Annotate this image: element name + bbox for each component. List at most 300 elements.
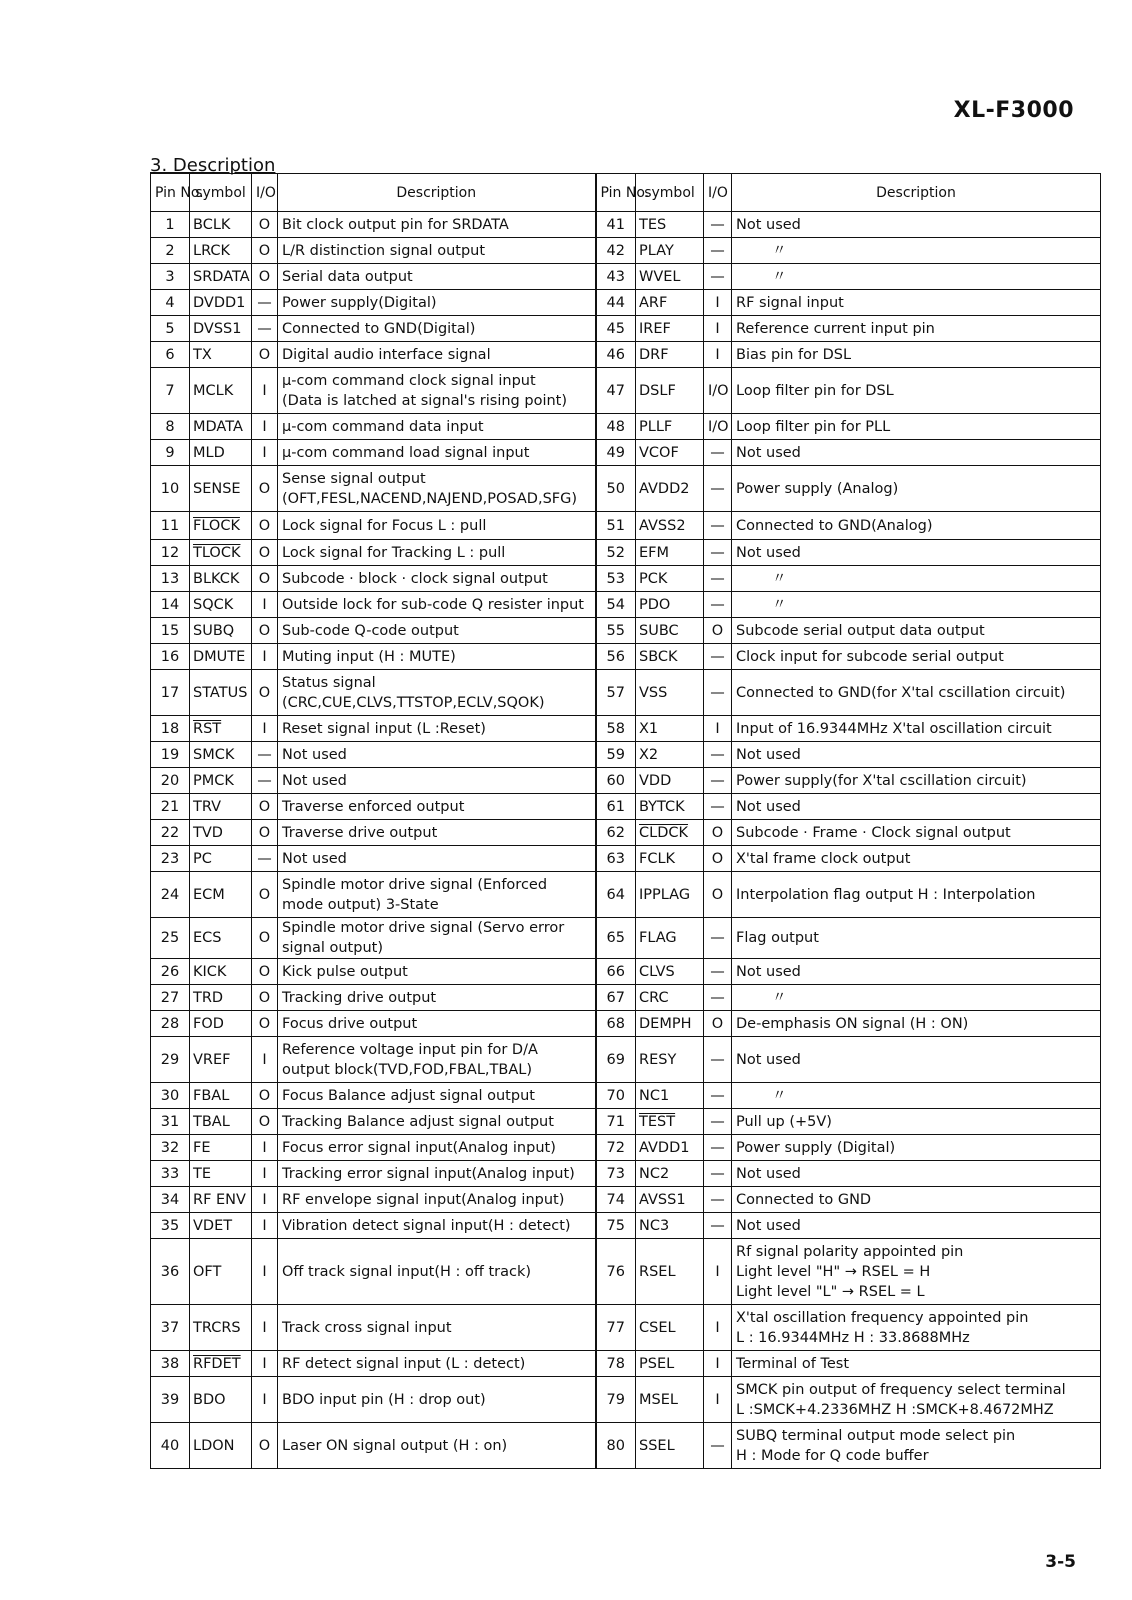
symbol-right-text: IPPLAG	[639, 886, 691, 903]
description-line: (OFT,FESL,NACEND,NAJEND,POSAD,SFG)	[282, 490, 578, 507]
io-left	[252, 846, 278, 872]
symbol-left-text: RFDET	[193, 1355, 241, 1372]
pin-number-right-text: 78	[606, 1355, 625, 1372]
pin-number-left-text: 19	[160, 746, 180, 763]
symbol-left-text: DMUTE	[193, 648, 246, 665]
description-line: signal output)	[282, 940, 383, 956]
symbol-right-text: PLAY	[639, 242, 674, 259]
symbol-left	[190, 290, 252, 316]
symbol-right	[636, 846, 704, 872]
description-right	[732, 618, 1101, 644]
description-left	[278, 512, 596, 540]
description-line: Connected to GND	[736, 1191, 872, 1208]
symbol-left-text: KICK	[193, 963, 227, 980]
pin-number-right	[596, 959, 636, 985]
description-line: Not used	[282, 850, 347, 867]
symbol-left	[190, 540, 252, 566]
pin-number-left	[151, 368, 190, 414]
symbol-right	[636, 368, 704, 414]
symbol-left-text: SUBQ	[193, 622, 235, 639]
io-left	[252, 985, 278, 1011]
pin-number-right	[596, 768, 636, 794]
description-right	[732, 1351, 1101, 1377]
description-line: Focus Balance adjust signal output	[282, 1087, 535, 1104]
symbol-left-text: FE	[193, 1139, 211, 1156]
description-line: Subcode · Frame · Clock signal output	[736, 824, 1011, 841]
description-right	[732, 592, 1101, 618]
description-line: Terminal of Test	[736, 1355, 850, 1372]
io-right	[704, 1351, 732, 1377]
pin-number-left-text: 39	[160, 1391, 180, 1408]
symbol-left	[190, 768, 252, 794]
io-right-text: —	[710, 1217, 725, 1234]
table-row	[151, 1305, 1101, 1351]
symbol-right	[636, 1351, 704, 1377]
io-right-text: O	[711, 622, 724, 639]
pin-number-left-text: 16	[160, 648, 180, 665]
symbol-right	[636, 716, 704, 742]
symbol-right-text: AVSS2	[639, 517, 686, 534]
description-right	[732, 1011, 1101, 1037]
symbol-left	[190, 1109, 252, 1135]
symbol-right	[636, 918, 704, 959]
pin-number-left-text: 31	[160, 1113, 180, 1130]
symbol-left	[190, 1213, 252, 1239]
io-left-text: O	[258, 1437, 271, 1454]
description-line: SMCK pin output of frequency select terminal	[736, 1381, 1066, 1398]
symbol-right-text: DEMPH	[639, 1015, 692, 1032]
io-right	[704, 212, 732, 238]
symbol-right	[636, 238, 704, 264]
symbol-left	[190, 846, 252, 872]
description-line: Off track signal input(H : off track)	[282, 1263, 532, 1280]
symbol-left	[190, 644, 252, 670]
pin-number-left	[151, 1135, 190, 1161]
description-left	[278, 872, 596, 918]
pin-number-left	[151, 1187, 190, 1213]
description-line: Reference voltage input pin for D/A	[282, 1041, 538, 1058]
io-right-text: O	[711, 824, 724, 841]
pin-number-left	[151, 644, 190, 670]
symbol-left	[190, 1377, 252, 1423]
io-right	[704, 1135, 732, 1161]
description-line: Traverse drive output	[282, 824, 438, 841]
description-left	[278, 644, 596, 670]
symbol-right	[636, 592, 704, 618]
symbol-left-text: FLOCK	[193, 517, 240, 534]
symbol-right-text: PSEL	[639, 1355, 675, 1372]
pin-number-left	[151, 440, 190, 466]
symbol-right-text: NC1	[639, 1087, 670, 1104]
pin-number-left-text: 28	[160, 1015, 180, 1032]
pin-number-right-text: 42	[606, 242, 625, 259]
pin-number-right-text: 50	[606, 480, 625, 497]
io-left-text: O	[258, 517, 271, 534]
description-line: Not used	[736, 1165, 801, 1182]
description-left	[278, 1213, 596, 1239]
description-left	[278, 820, 596, 846]
description-line: Loop filter pin for DSL	[736, 382, 894, 399]
table-row	[151, 1213, 1101, 1239]
io-right	[704, 566, 732, 592]
io-left-text: O	[258, 930, 271, 946]
symbol-right-text: ARF	[639, 294, 668, 311]
io-right-text: —	[710, 1437, 725, 1454]
symbol-left-text: TVD	[193, 824, 223, 841]
io-left	[252, 1011, 278, 1037]
description-right	[732, 212, 1101, 238]
pin-number-right	[596, 985, 636, 1011]
pin-number-left	[151, 820, 190, 846]
symbol-left-text: LDON	[193, 1437, 235, 1454]
description-line: 〃	[772, 268, 787, 285]
pin-number-right	[596, 466, 636, 512]
symbol-right	[636, 1135, 704, 1161]
io-left	[252, 618, 278, 644]
io-right-text: —	[710, 444, 725, 461]
description-left	[278, 742, 596, 768]
io-left	[252, 1423, 278, 1469]
description-right	[732, 1109, 1101, 1135]
description-line: Digital audio interface signal	[282, 346, 491, 363]
description-line: Not used	[736, 746, 801, 763]
pin-number-right-text: 72	[606, 1139, 625, 1156]
io-right-text: —	[710, 544, 725, 561]
io-right-text: —	[710, 684, 725, 701]
io-left	[252, 316, 278, 342]
io-left-text: O	[258, 798, 271, 815]
io-right	[704, 342, 732, 368]
io-left-text: I	[262, 720, 267, 737]
pin-number-right-text: 48	[606, 418, 625, 435]
pin-number-right	[596, 316, 636, 342]
io-right-text: O	[711, 886, 724, 903]
description-line: Muting input (H : MUTE)	[282, 648, 456, 665]
io-right-text: I	[715, 346, 720, 363]
pin-number-left-text: 35	[160, 1217, 180, 1234]
pin-number-left-text: 38	[160, 1355, 180, 1372]
pin-number-right-text: 77	[606, 1319, 625, 1336]
io-right	[704, 1305, 732, 1351]
symbol-left	[190, 1305, 252, 1351]
description-left	[278, 1423, 596, 1469]
symbol-left-text: DVDD1	[193, 294, 246, 311]
pin-number-right	[596, 618, 636, 644]
symbol-left-text: DVSS1	[193, 320, 242, 337]
symbol-left-text: BCLK	[193, 216, 231, 233]
description-line: Not used	[736, 444, 801, 461]
symbol-right	[636, 566, 704, 592]
pin-number-right-text: 55	[606, 622, 625, 639]
io-left-text: —	[257, 320, 272, 337]
io-right	[704, 440, 732, 466]
io-right	[704, 1187, 732, 1213]
pin-number-right-text: 41	[606, 216, 625, 233]
description-left	[278, 716, 596, 742]
symbol-left-text: SQCK	[193, 596, 234, 613]
pin-number-left	[151, 872, 190, 918]
description-left	[278, 1037, 596, 1083]
io-right	[704, 918, 732, 959]
pin-number-right-text: 62	[606, 824, 625, 841]
symbol-left	[190, 1351, 252, 1377]
description-right	[732, 566, 1101, 592]
description-line: Focus drive output	[282, 1015, 418, 1032]
symbol-right-text: NC2	[639, 1165, 670, 1182]
io-left	[252, 342, 278, 368]
io-right	[704, 985, 732, 1011]
symbol-right-text: DSLF	[639, 382, 676, 399]
symbol-left	[190, 512, 252, 540]
header-pin-no: Pin No.	[596, 174, 636, 212]
description-line: 〃	[772, 242, 787, 259]
pin-number-left	[151, 1239, 190, 1305]
description-left	[278, 592, 596, 618]
table-row	[151, 768, 1101, 794]
header-description: Description	[732, 174, 1101, 212]
io-right-text: I	[715, 720, 720, 737]
pin-number-left-text: 40	[160, 1437, 180, 1454]
pin-number-right	[596, 820, 636, 846]
symbol-right	[636, 466, 704, 512]
description-line: μ-com command load signal input	[282, 444, 530, 461]
description-line: output block(TVD,FOD,FBAL,TBAL)	[282, 1061, 532, 1078]
io-left	[252, 1305, 278, 1351]
table-row	[151, 290, 1101, 316]
pin-number-right	[596, 670, 636, 716]
pin-number-left-text: 12	[160, 544, 180, 561]
pin-number-left-text: 1	[165, 216, 175, 233]
pin-number-right	[596, 1187, 636, 1213]
io-left	[252, 414, 278, 440]
io-left	[252, 290, 278, 316]
symbol-left-text: TRCRS	[193, 1319, 241, 1336]
description-right	[732, 742, 1101, 768]
io-right-text: —	[710, 570, 725, 587]
symbol-left-text: MLD	[193, 444, 225, 461]
io-right	[704, 1037, 732, 1083]
pin-number-right-text: 63	[606, 850, 625, 867]
pin-number-left	[151, 540, 190, 566]
pin-number-left	[151, 985, 190, 1011]
pin-number-right	[596, 368, 636, 414]
symbol-right-text: AVDD2	[639, 480, 690, 497]
pin-number-left	[151, 618, 190, 644]
description-line: Not used	[736, 1217, 801, 1234]
io-left-text: O	[258, 824, 271, 841]
table-row	[151, 566, 1101, 592]
symbol-left	[190, 414, 252, 440]
symbol-right	[636, 1037, 704, 1083]
io-left	[252, 264, 278, 290]
table-row	[151, 368, 1101, 414]
table-row	[151, 716, 1101, 742]
pin-number-right-text: 73	[606, 1165, 625, 1182]
io-left-text: O	[258, 544, 271, 561]
symbol-left	[190, 1161, 252, 1187]
table-row	[151, 644, 1101, 670]
description-line: Light level "H" → RSEL = H	[736, 1263, 931, 1280]
io-right-text: —	[710, 242, 725, 259]
io-left	[252, 566, 278, 592]
description-right	[732, 1161, 1101, 1187]
pin-number-left	[151, 1083, 190, 1109]
io-left	[252, 440, 278, 466]
description-right	[732, 820, 1101, 846]
description-right	[732, 1187, 1101, 1213]
io-left	[252, 1037, 278, 1083]
pin-number-left-text: 32	[160, 1139, 180, 1156]
pin-number-left-text: 4	[165, 294, 175, 311]
symbol-right	[636, 290, 704, 316]
table-row	[151, 1037, 1101, 1083]
description-left	[278, 670, 596, 716]
description-line: μ-com command clock signal input	[282, 372, 536, 389]
pin-number-left-text: 20	[160, 772, 180, 789]
description-line: Subcode serial output data output	[736, 622, 985, 639]
symbol-right-text: MSEL	[639, 1391, 678, 1408]
symbol-right	[636, 414, 704, 440]
description-line: Not used	[736, 963, 801, 980]
io-right	[704, 1377, 732, 1423]
io-right	[704, 959, 732, 985]
pin-number-left	[151, 670, 190, 716]
description-line: H : Mode for Q code buffer	[736, 1447, 929, 1464]
description-left	[278, 1011, 596, 1037]
table-row	[151, 466, 1101, 512]
symbol-left	[190, 918, 252, 959]
symbol-left	[190, 212, 252, 238]
pin-number-right	[596, 264, 636, 290]
table-row	[151, 440, 1101, 466]
io-left-text: O	[258, 622, 271, 639]
symbol-right	[636, 985, 704, 1011]
io-right	[704, 466, 732, 512]
symbol-left	[190, 959, 252, 985]
description-left	[278, 1377, 596, 1423]
description-left	[278, 1109, 596, 1135]
description-right	[732, 316, 1101, 342]
description-left	[278, 846, 596, 872]
symbol-right	[636, 820, 704, 846]
io-right-text: —	[710, 1087, 725, 1104]
pin-number-left	[151, 238, 190, 264]
symbol-right-text: VSS	[639, 684, 668, 701]
io-right	[704, 1161, 732, 1187]
pin-number-left	[151, 1011, 190, 1037]
pin-number-right-text: 71	[606, 1113, 625, 1130]
io-right	[704, 846, 732, 872]
description-right	[732, 918, 1101, 959]
symbol-right	[636, 1239, 704, 1305]
symbol-left	[190, 368, 252, 414]
description-left	[278, 440, 596, 466]
io-right	[704, 290, 732, 316]
symbol-right	[636, 1161, 704, 1187]
pin-number-right-text: 46	[606, 346, 625, 363]
pin-number-left	[151, 1109, 190, 1135]
pin-number-left-text: 3	[165, 268, 175, 285]
description-right	[732, 1423, 1101, 1469]
pin-number-right	[596, 1083, 636, 1109]
pin-number-right-text: 67	[606, 989, 625, 1006]
pin-number-left	[151, 1161, 190, 1187]
io-right	[704, 1109, 732, 1135]
description-line: Power supply (Analog)	[736, 480, 899, 497]
description-line: Outside lock for sub-code Q resister input	[282, 596, 584, 613]
table-row	[151, 846, 1101, 872]
symbol-left	[190, 618, 252, 644]
description-left	[278, 1161, 596, 1187]
description-line: X'tal oscillation frequency appointed pin	[736, 1309, 1029, 1326]
io-left-text: I	[262, 1139, 267, 1156]
symbol-left-text: VREF	[193, 1051, 231, 1068]
description-right	[732, 342, 1101, 368]
pin-number-left-text: 14	[160, 596, 180, 613]
description-right	[732, 768, 1101, 794]
io-left	[252, 742, 278, 768]
description-line: mode output) 3-State	[282, 896, 439, 913]
description-line: (CRC,CUE,CLVS,TTSTOP,ECLV,SQOK)	[282, 694, 545, 711]
table-body	[151, 212, 1101, 1469]
description-left	[278, 794, 596, 820]
description-left	[278, 342, 596, 368]
pin-number-left-text: 30	[160, 1087, 180, 1104]
symbol-left	[190, 670, 252, 716]
symbol-left	[190, 1011, 252, 1037]
io-right	[704, 414, 732, 440]
symbol-right-text: X1	[639, 720, 659, 737]
symbol-right-text: CSEL	[639, 1319, 676, 1336]
pin-number-right-text: 76	[606, 1263, 625, 1280]
io-right-text: I	[715, 1263, 720, 1280]
io-right	[704, 238, 732, 264]
pin-number-left-text: 2	[165, 242, 175, 259]
description-line: Not used	[736, 798, 801, 815]
description-line: Tracking Balance adjust signal output	[282, 1113, 554, 1130]
description-line: Tracking drive output	[282, 989, 437, 1006]
pin-number-right	[596, 1239, 636, 1305]
symbol-right-text: SSEL	[639, 1437, 675, 1454]
pin-number-right	[596, 742, 636, 768]
description-line: X'tal frame clock output	[736, 850, 911, 867]
io-left-text: O	[258, 1087, 271, 1104]
symbol-right	[636, 1423, 704, 1469]
pin-number-right	[596, 1423, 636, 1469]
description-line: Not used	[736, 544, 801, 561]
pin-number-right	[596, 238, 636, 264]
description-left	[278, 1135, 596, 1161]
description-left	[278, 566, 596, 592]
description-right	[732, 872, 1101, 918]
description-line: Connected to GND(for X'tal cscillation circuit)	[736, 684, 1066, 701]
io-left-text: I	[262, 382, 267, 399]
io-left	[252, 670, 278, 716]
description-right	[732, 644, 1101, 670]
header-symbol: symbol	[636, 174, 704, 212]
pin-number-right-text: 43	[606, 268, 625, 285]
io-right	[704, 742, 732, 768]
description-right	[732, 794, 1101, 820]
pin-number-left	[151, 566, 190, 592]
symbol-left	[190, 1423, 252, 1469]
pin-number-right	[596, 846, 636, 872]
symbol-left-text: LRCK	[193, 242, 231, 259]
io-right	[704, 644, 732, 670]
description-line: Connected to GND(Digital)	[282, 320, 476, 337]
io-left	[252, 1083, 278, 1109]
table-row	[151, 1109, 1101, 1135]
